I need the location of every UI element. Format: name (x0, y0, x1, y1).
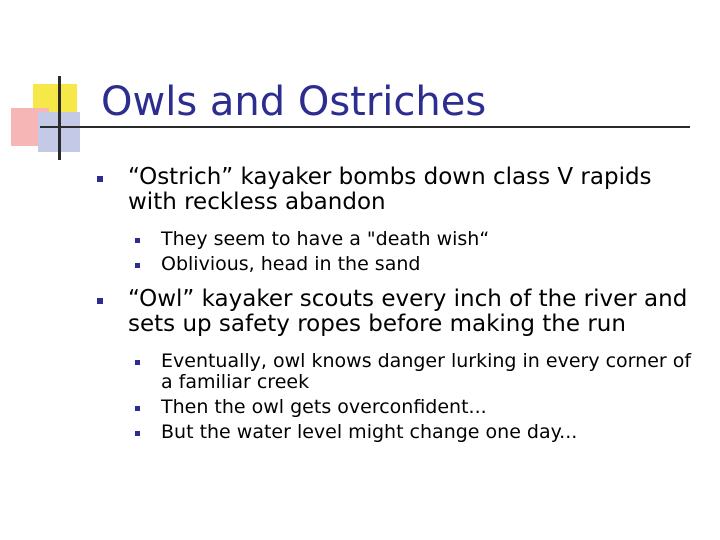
sub-bullet-item (90, 254, 705, 275)
sub-bullet-item (90, 351, 705, 393)
sub-bullet-text: But the water level might change one day... (161, 421, 578, 443)
square-bullet-icon (135, 431, 140, 436)
bullet-list (90, 165, 705, 443)
square-bullet-icon (135, 360, 140, 365)
sub-bullet-item (90, 422, 705, 443)
slide-title: Owls and Ostriches (101, 79, 487, 125)
sub-bullet-text: Eventually, owl knows danger lurking in every corner of a familiar creek (161, 350, 692, 393)
sub-bullet-item (90, 397, 705, 418)
bullet-item (90, 287, 705, 337)
title-divider (40, 126, 690, 128)
square-bullet-icon (135, 238, 140, 243)
bullet-item (90, 165, 705, 215)
square-bullet-icon (135, 263, 140, 268)
logo-vertical-line (58, 76, 61, 160)
square-bullet-icon (135, 406, 140, 411)
square-bullet-icon (97, 298, 103, 304)
bullet-text: “Owl” kayaker scouts every inch of the river and sets up safety ropes before making the run (128, 286, 688, 337)
sub-bullet-text: Oblivious, head in the sand (161, 253, 421, 275)
sub-bullet-item (90, 229, 705, 250)
sub-bullet-text: Then the owl gets overconfident... (161, 396, 487, 418)
sub-bullet-text: They seem to have a "death wish“ (161, 228, 490, 250)
square-bullet-icon (97, 176, 103, 182)
bullet-text: “Ostrich” kayaker bombs down class V rapids with reckless abandon (128, 164, 652, 215)
